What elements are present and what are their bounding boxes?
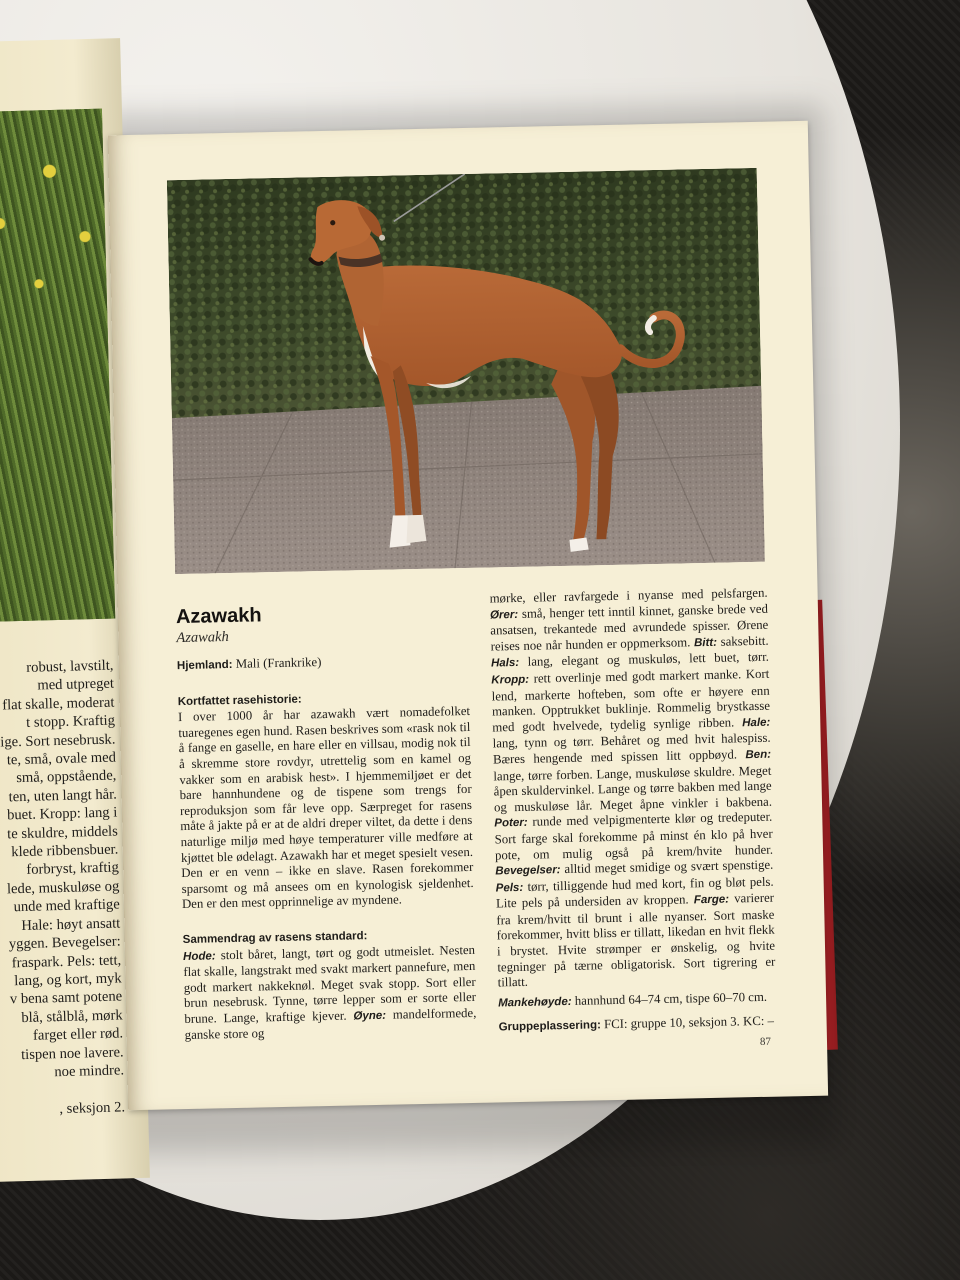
standard-text-2 — [490, 586, 776, 992]
group-text: FCI: gruppe 10, seksjon 3. KC: – — [600, 1014, 775, 1032]
left-page-photo-grass — [0, 109, 115, 622]
legs-text: lange, tørre forben. Lange, muskuløse skuldre. Meget åpen skuldervinkel. Lange og tørre bakben med lange og muskuløse lår. Meget åpne vinkler i bakbena. — [493, 763, 773, 815]
left-page-line: ige. Sort nesebrusk. — [0, 731, 116, 751]
breed-subtitle: Azawakh — [176, 629, 229, 647]
left-page-line: forbryst, kraftig — [26, 859, 119, 879]
origin-value: Mali (Frankrike) — [232, 655, 322, 671]
standard-heading: Sammendrag av rasens standard: — [182, 930, 368, 946]
left-page-line: med utpreget — [37, 675, 115, 694]
color-text: varierer fra krem/hvitt til brunt i alle nyanser. Sort maske forekommer, hvitt bliss er tillatt, likedan en hvit flekk i brystet. Hvite strømper er ønskelig, og hvite tegninger på tærne obligatorisk. Sort tigrering er tillatt. — [496, 890, 776, 990]
body-text: rett overlinje med godt markert manke. Kort lend, markerte hofteben, som ofte er høyere enn manken. Opptrukket buklinje. Rommelig brystkasse med godt hvelvede, tydelig synlige ribben. — [491, 666, 771, 735]
tail-label: Hale: — [742, 716, 771, 730]
legs-label: Ben: — [745, 748, 772, 762]
left-page-line: te, små, ovale med — [6, 749, 117, 769]
right-page — [108, 121, 828, 1110]
left-page-line: klede ribbensbuer. — [11, 841, 119, 861]
article-column-1 — [177, 652, 477, 1044]
eyes-label: Øyne: — [353, 1009, 387, 1023]
ears-label: Ører: — [489, 608, 519, 622]
feet-text: runde med velpigmenterte klør og tredeputer. Sort farge skal forekomme på minst én klo på hver pote, om mulig også på krem/hvite hunder. — [494, 809, 774, 862]
body-label: Kropp: — [491, 673, 530, 687]
left-page-text — [0, 657, 125, 1120]
neck-text: lang, elegant og muskuløs, lett buet, tørr. — [518, 650, 770, 670]
origin-label: Hjemland: — [176, 658, 233, 673]
left-page-line: yggen. Bevegelser: — [8, 933, 121, 953]
left-page-line: farget eller rød. — [32, 1025, 124, 1044]
left-page-line: noe mindre. — [54, 1062, 125, 1081]
breed-title: Azawakh — [175, 604, 262, 629]
bite-label: Bitt: — [693, 636, 718, 650]
history-heading: Kortfattet rasehistorie: — [177, 693, 302, 708]
left-page-line: lede, muskuløse og — [6, 878, 120, 898]
azawakh-dog-image — [167, 168, 765, 574]
group-label: Gruppeplassering: — [498, 1019, 601, 1034]
dog-photo — [167, 168, 765, 574]
left-page-line: te skuldre, middels — [6, 823, 119, 843]
col2-intro: mørke, eller ravfargede i nyanse med pelsfargen. — [489, 585, 768, 606]
tail-text: lang, tynn og tørr. Behåret og med hvit halespiss. Bæres hengende med spissen litt oppbøyd. — [492, 731, 771, 767]
left-page-line: flat skalle, moderat — [2, 694, 115, 714]
left-page-line: fraspark. Pels: tett, — [11, 951, 122, 971]
history-text: I over 1000 år har azawakh vært nomadefolket tuaregenes egen hund. Rasen beskrives som «rask nok til å fange en gaselle, en hare eller en villsau, modig nok til å skremme store rovdyr, utrettelig som en kamel og vakker som en arabisk hest». I hjemmemiljøet er det bare hannhundene og de tispene som trengs for reproduksjon som får leve opp. Særpreget for rasens måte å jakte på er at de aldri dreper viltet, da dette i dens naturlige miljø med høye temperaturer ville medføre at kjøttet ble ødelagt. Azawakh har et meget spesielt vesen. Den er en venn – ikke en slave. Rasen forekommer sparsomt og må ansees om en kynologisk sjeldenhet. Den er den mest opprinnelige av myndene. — [177, 704, 474, 912]
left-page-line: , seksjon 2. — [59, 1099, 126, 1117]
coat-label: Pels: — [495, 881, 524, 895]
feet-label: Poter: — [494, 817, 528, 830]
left-page-line: Hale: høyt ansatt — [21, 915, 121, 934]
left-page-line: t stopp. Kraftig — [25, 712, 116, 732]
left-page-line: ten, uten langt hår. — [8, 786, 118, 806]
neck-label: Hals: — [490, 657, 520, 670]
standard-text-1 — [183, 942, 477, 1044]
head-label: Hode: — [182, 949, 216, 963]
article-column-2 — [490, 586, 777, 1037]
head-text: stolt båret, langt, tørt og godt utmeislet. Nesten flat skalle, langstrakt med svakt markert pannefure, men godt markert nakkeknøl. Meget svak stopp. Sort eller brun nesebrusk. Tynne, tørre lepper som er sorte eller brune. Lange, kraftige kjever. — [183, 942, 477, 1026]
eyes-text: mandelformede, ganske store og — [184, 1005, 477, 1043]
left-page-line: buet. Kropp: lang i — [6, 804, 118, 824]
left-page-line: tispen noe lavere. — [20, 1043, 124, 1063]
movement-label: Bevegelser: — [495, 864, 561, 878]
left-page-line: unde med kraftige — [13, 896, 120, 916]
ears-text: små, henger tett inntil kinnet, ganske brede ved ansatsen, trekantede med avrundede spisser. Ørene reises noe når hunden er oppmerksom. — [490, 601, 769, 654]
left-page-line: robust, lavstilt, — [26, 657, 114, 676]
left-page-line: små, oppstående, — [16, 767, 117, 787]
bite-text: saksebitt. — [716, 633, 769, 649]
color-label: Farge: — [693, 893, 730, 907]
height-text: hannhund 64–74 cm, tispe 60–70 cm. — [571, 989, 768, 1008]
height-label: Mankehøyde: — [498, 995, 572, 1010]
movement-text: alltid meget smidige og svært spenstige. — [560, 857, 774, 877]
left-page-line: lang, og kort, myk — [14, 970, 122, 990]
left-page-line: v bena samt potene — [9, 988, 123, 1008]
left-page-line: blå, stålblå, mørk — [21, 1007, 123, 1026]
page-number: 87 — [759, 1035, 772, 1048]
coat-text: tørr, tilliggende hud med kort, fin og bløt pels. Lite pels på undersiden av kroppen. — [495, 874, 774, 911]
